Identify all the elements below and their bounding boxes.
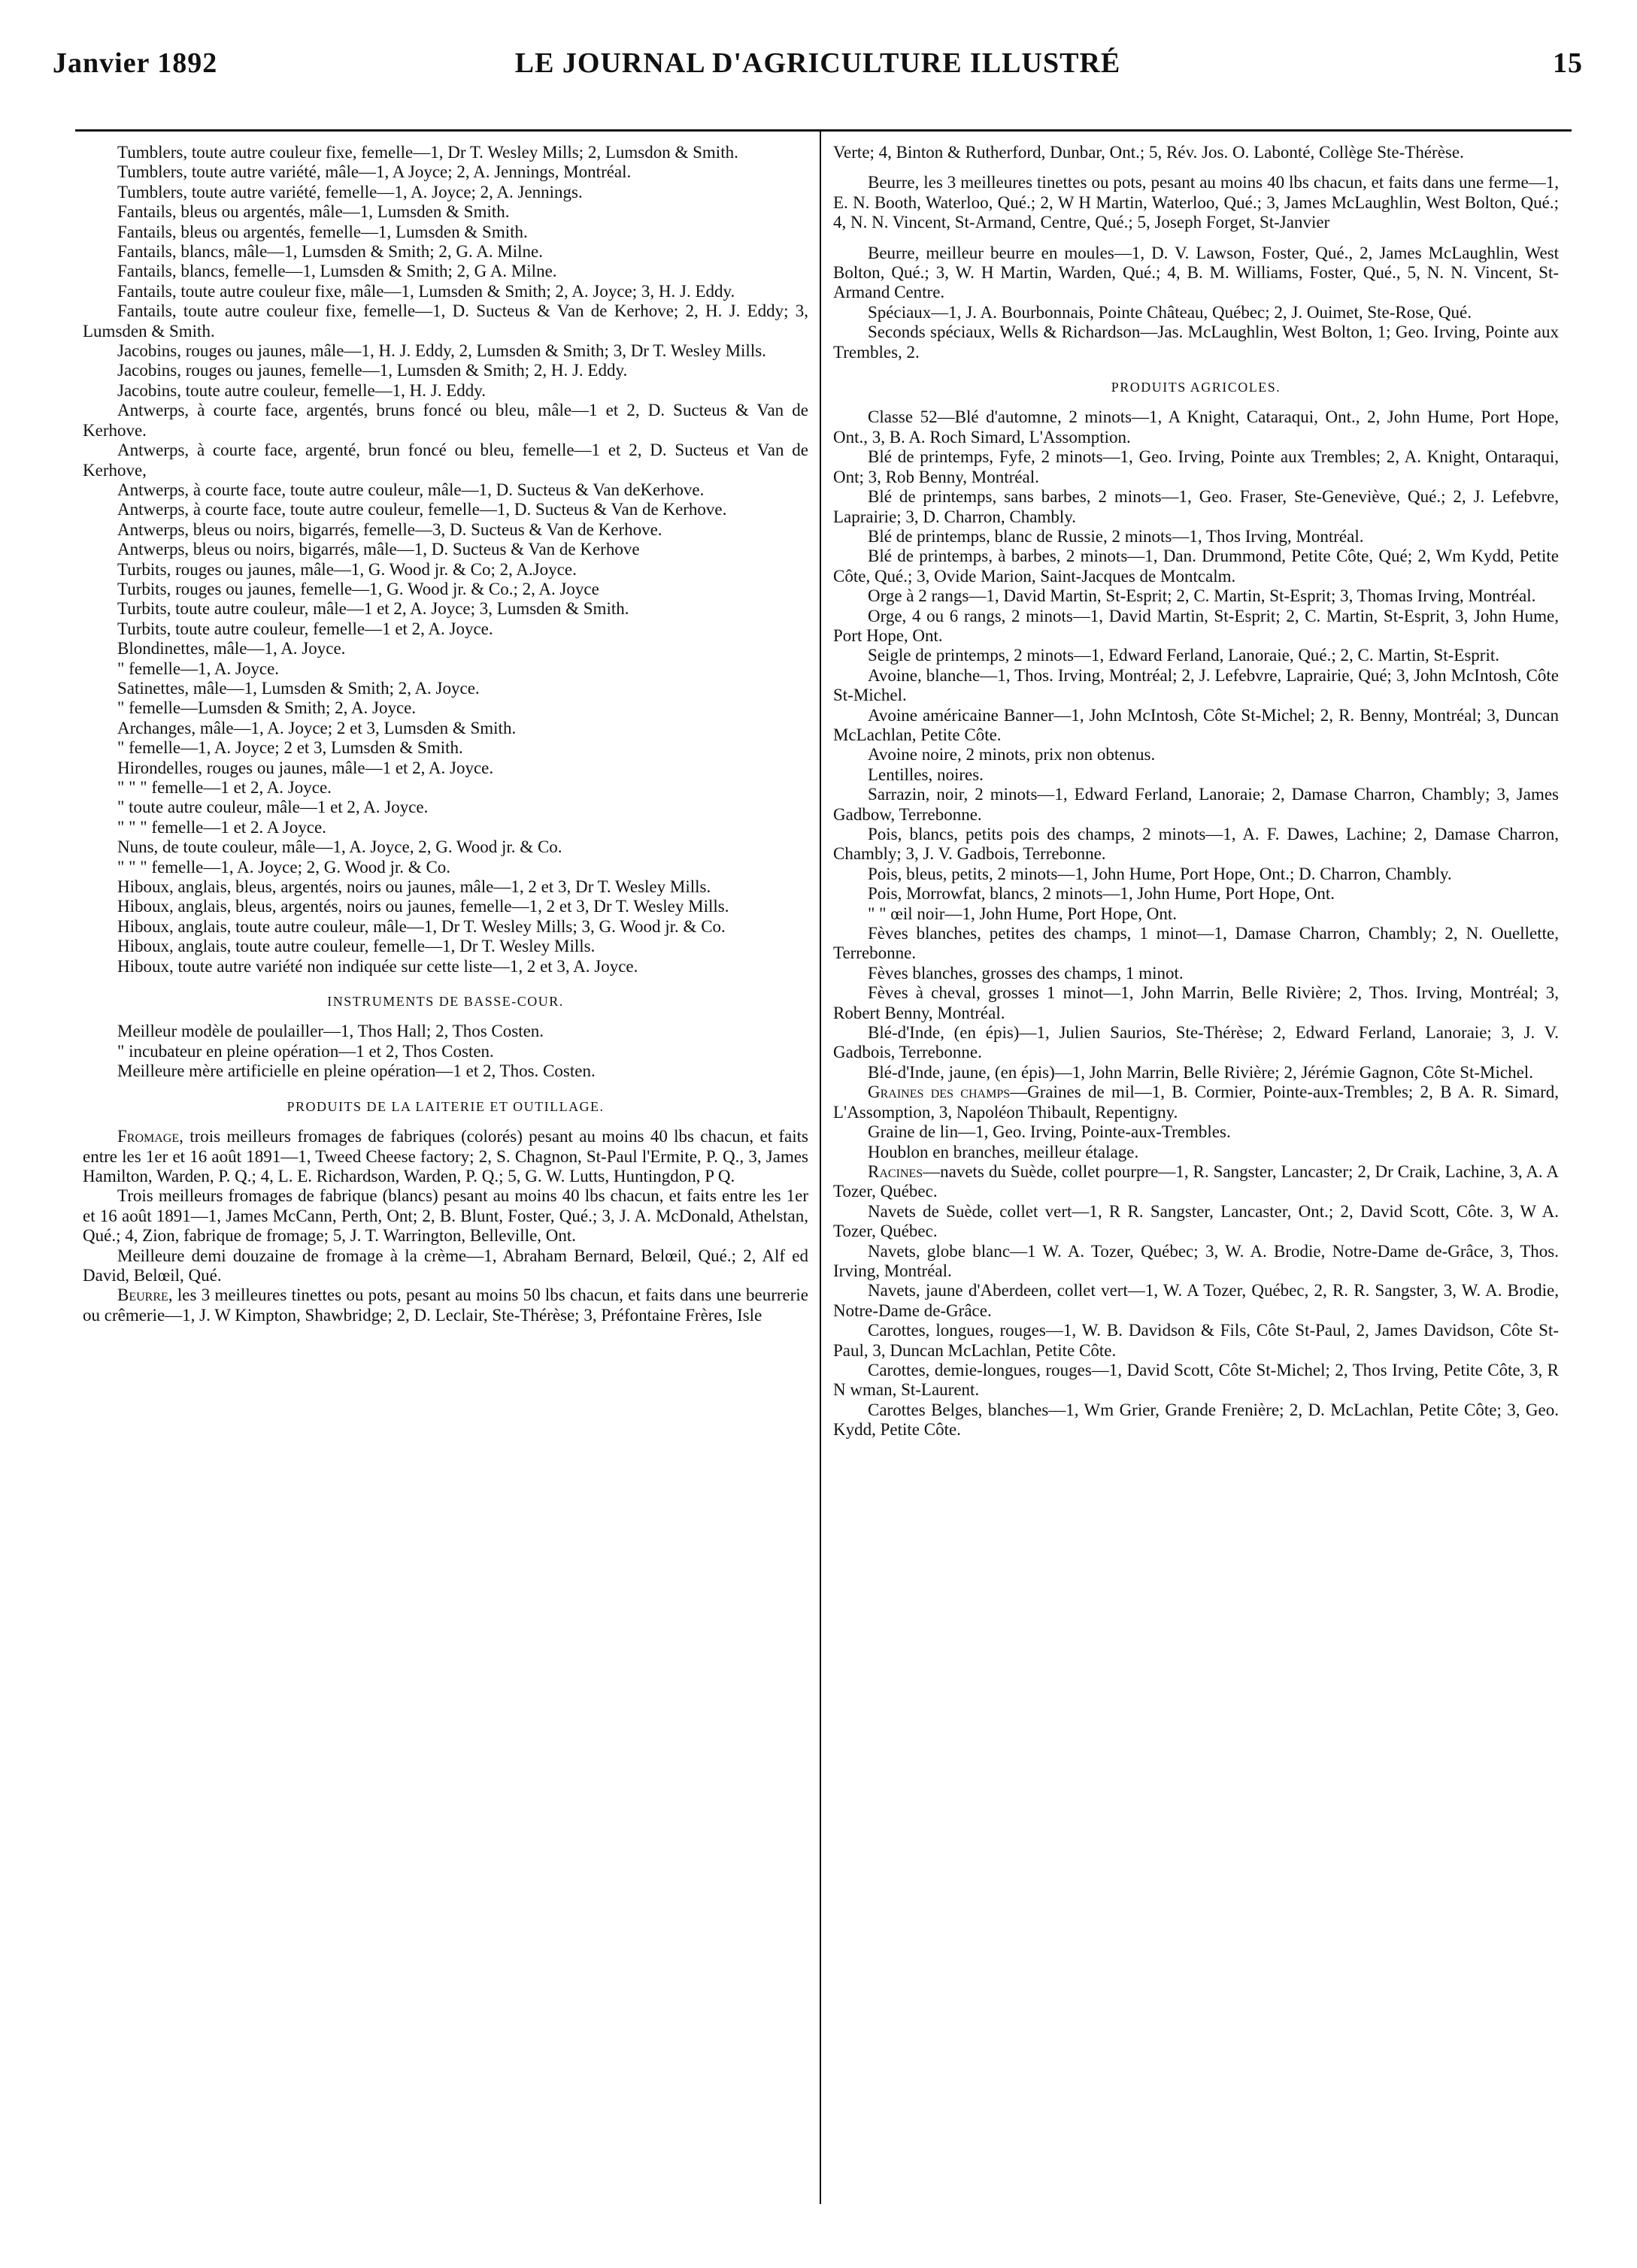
entry: Jacobins, toute autre couleur, femelle—1, H. J. Eddy. <box>117 380 487 400</box>
entry: Beurre, les 3 meilleures tinettes ou pots, pesant au moins 40 lbs chacun, et faits dans une ferme—1, E. N. Booth, Waterloo, Qué.; 2, W H Martin, Waterloo, Qué.; 3, James McLaughlin, West Bolton, Qué.; 4, N. N. Vincent, St-Armand, Centre, Qué.; 5, Joseph Forget, St-Janvier <box>833 173 1559 232</box>
entry: Houblon en branches, meilleur étalage. <box>868 1142 1139 1161</box>
entry: " " " femelle—1, A. Joyce; 2, G. Wood jr. & Co. <box>117 857 451 877</box>
entry: " " " femelle—1 et 2. A Joyce. <box>117 817 326 837</box>
entry: Orge, 4 ou 6 rangs, 2 minots—1, David Martin, St-Esprit; 2, C. Martin, St-Esprit, 3, John Hume, Port Hope, Ont. <box>833 606 1559 645</box>
entry: Blé de printemps, sans barbes, 2 minots—1, Geo. Fraser, Ste-Geneviève, Qué.; 2, J. Lefebvre, Laprairie; 3, D. Charron, Chambly. <box>833 487 1559 526</box>
entry: Lentilles, noires. <box>868 765 984 784</box>
entry: Hiboux, anglais, bleus, argentés, noirs ou jaunes, mâle—1, 2 et 3, Dr T. Wesley Mills. <box>117 877 711 897</box>
column-divider <box>820 129 821 2204</box>
entry: Antwerps, à courte face, argenté, brun foncé ou bleu, femelle—1 et 2, D. Sucteus et Van de Kerhove, <box>83 441 808 480</box>
entry: Fèves blanches, petites des champs, 1 minot—1, Damase Charron, Chambly; 2, N. Ouellette, Terrebonne. <box>833 924 1559 963</box>
entry <box>833 1083 1559 1122</box>
entry: Fantails, bleus ou argentés, femelle—1, Lumsden & Smith. <box>117 222 528 241</box>
entry: Navets, globe blanc—1 W. A. Tozer, Québec; 3, W. A. Brodie, Notre-Dame de-Grâce, 3, Thos. Irving, Montréal. <box>833 1241 1559 1280</box>
entry: Graine de lin—1, Geo. Irving, Pointe-aux-Trembles. <box>868 1122 1231 1142</box>
section-heading: PRODUITS DE LA LAITERIE ET OUTILLAGE. <box>286 1098 605 1114</box>
entry: Meilleure demi douzaine de fromage à la crème—1, Abraham Bernard, Belœil, Qué.; 2, Alf ed David, Belœil, Qué. <box>83 1246 808 1285</box>
entry-lead: Fromage, <box>117 1127 183 1146</box>
entry: Fantails, toute autre couleur fixe, femelle—1, D. Sucteus & Van de Kerhove; 2, H. J. Eddy; 3, Lumsden & Smith. <box>83 301 808 341</box>
entry: Beurre, meilleur beurre en moules—1, D. V. Lawson, Foster, Qué., 2, James McLaughlin, West Bolton, Qué.; 3, W. H Martin, Warden, Qué.; 4, B. M. Williams, Foster, Qué., 5, N. N. Vincent, St-Armand Centre. <box>833 243 1559 302</box>
entry: Turbits, toute autre couleur, mâle—1 et 2, A. Joyce; 3, Lumsden & Smith. <box>117 599 629 619</box>
entry: Avoine américaine Banner—1, John McIntosh, Côte St-Michel; 2, R. Benny, Montréal; 3, Duncan McLachlan, Petite Côte. <box>833 705 1559 744</box>
entry: Meilleure mère artificielle en pleine opération—1 et 2, Thos. Costen. <box>117 1061 596 1081</box>
entry: Fantails, blancs, mâle—1, Lumsden & Smith; 2, G. A. Milne. <box>117 242 544 262</box>
entry: " femelle—1, A. Joyce. <box>117 659 280 678</box>
entry: Pois, blancs, petits pois des champs, 2 minots—1, A. F. Dawes, Lachine; 2, Damase Charron, Chambly; 3, J. V. Gadbois, Terrebonne. <box>833 825 1559 864</box>
entry: Orge à 2 rangs—1, David Martin, St-Esprit; 2, C. Martin, St-Esprit; 3, Thomas Irving, Montréal. <box>868 586 1536 606</box>
entry: Nuns, de toute couleur, mâle—1, A. Joyce, 2, G. Wood jr. & Co. <box>117 837 562 857</box>
entry: Fèves blanches, grosses des champs, 1 minot. <box>868 963 1184 983</box>
entry: Classe 52—Blé d'automne, 2 minots—1, A Knight, Cataraqui, Ont., 2, John Hume, Port Hope, Ont., 3, B. A. Roch Simard, L'Assomption. <box>833 407 1559 447</box>
entry: Verte; 4, Binton & Rutherford, Dunbar, Ont.; 5, Rév. Jos. O. Labonté, Collège Ste-Thérèse. <box>833 143 1464 162</box>
entry: Hiboux, anglais, toute autre couleur, mâle—1, Dr T. Wesley Mills; 3, G. Wood jr. & Co. <box>117 916 726 936</box>
entry: Blondinettes, mâle—1, A. Joyce. <box>117 639 346 659</box>
entry: Seconds spéciaux, Wells & Richardson—Jas. McLaughlin, West Bolton, 1; Geo. Irving, Pointe aux Trembles, 2. <box>833 322 1559 362</box>
entry: Fèves à cheval, grosses 1 minot—1, John Marrin, Belle Rivière; 2, Thos. Irving, Montréal; 3, Robert Benny, Montréal. <box>833 983 1559 1022</box>
entry-text: —navets du Suède, collet pourpre—1, R. Sangster, Lancaster; 2, Dr Craik, Lachine, 3, A. A Tozer, Québec. <box>833 1161 1559 1201</box>
entry: Hiboux, toute autre variété non indiquée sur cette liste—1, 2 et 3, A. Joyce. <box>117 956 638 976</box>
page-number: 15 <box>1553 47 1583 79</box>
entry: Antwerps, à courte face, toute autre couleur, mâle—1, D. Sucteus & Van deKerhove. <box>117 480 705 499</box>
entry: Avoine noire, 2 minots, prix non obtenus. <box>868 745 1156 765</box>
entry <box>83 1285 808 1325</box>
entry: Antwerps, bleus ou noirs, bigarrés, mâle—1, D. Sucteus & Van de Kerhove <box>117 540 640 559</box>
entry <box>83 1127 808 1186</box>
page-header <box>53 47 1583 92</box>
entry: Turbits, toute autre couleur, femelle—1 et 2, A. Joyce. <box>117 619 493 638</box>
entry: Tumblers, toute autre couleur fixe, femelle—1, Dr T. Wesley Mills; 2, Lumsdon & Smith. <box>117 143 738 162</box>
entry: Trois meilleurs fromages de fabrique (blancs) pesant au moins 40 lbs chacun, et faits entre les 1er et 16 août 1891—1, James McCann, Perth, Ont; 2, B. Blunt, Foster, Qué.; 3, J. A. McDonald, Athelstan, Qué.; 4, Zion, fabrique de fromage; 5, J. T. Warrington, Belleville, Ont. <box>83 1186 808 1246</box>
entry-text: les 3 meilleures tinettes ou pots, pesant au moins 50 lbs chacun, et faits dans une beurrerie ou crêmerie—1, J. W Kimpton, Shawbridge; 2, D. Leclair, Ste-Thérèse; 3, Préfontaine Frères, Isle <box>83 1285 808 1325</box>
entry: Navets, jaune d'Aberdeen, collet vert—1, W. A Tozer, Québec, 2, R. R. Sangster, 3, W. A. Brodie, Notre-Dame de-Grâce. <box>833 1281 1559 1320</box>
entry-text: —Graines de mil—1, B. Cormier, Pointe-aux-Trembles; 2, B A. R. Simard, L'Assomption, 3, Napoléon Thibault, Repentigny. <box>833 1083 1559 1122</box>
entry: Fantails, bleus ou argentés, mâle—1, Lumsden & Smith. <box>117 202 510 222</box>
entry-lead: Graines des champs <box>868 1083 1011 1102</box>
entry: Turbits, rouges ou jaunes, mâle—1, G. Wood jr. & Co; 2, A.Joyce. <box>117 559 577 579</box>
entry: Carottes Belges, blanches—1, Wm Grier, Grande Frenière; 2, D. McLachlan, Petite Côte; 3, Geo. Kydd, Petite Côte. <box>833 1400 1559 1440</box>
header-rule <box>75 129 1572 132</box>
entry: Carottes, demie-longues, rouges—1, David Scott, Côte St-Michel; 2, Thos Irving, Petite Côte, 3, R N wman, St-Laurent. <box>833 1360 1559 1400</box>
entry: Avoine, blanche—1, Thos. Irving, Montréal; 2, J. Lefebvre, Laprairie, Qué; 3, John McIntosh, Côte St-Michel. <box>833 665 1559 705</box>
entry: Hirondelles, rouges ou jaunes, mâle—1 et 2, A. Joyce. <box>117 758 494 777</box>
entry: Pois, Morrowfat, blancs, 2 minots—1, John Hume, Port Hope, Ont. <box>868 884 1335 904</box>
entry-lead: Racines <box>868 1161 923 1181</box>
entry: Sarrazin, noir, 2 minots—1, Edward Ferland, Lanoraie; 2, Damase Charron, Chambly; 3, James Gadbow, Terrebonne. <box>833 785 1559 824</box>
entry: Antwerps, bleus ou noirs, bigarrés, femelle—3, D. Sucteus & Van de Kerhove. <box>117 519 662 539</box>
entry: " femelle—1, A. Joyce; 2 et 3, Lumsden & Smith. <box>117 738 463 758</box>
entry-lead: Beurre, <box>117 1285 173 1305</box>
entry: Fantails, blancs, femelle—1, Lumsden & Smith; 2, G A. Milne. <box>117 262 557 281</box>
entry: Turbits, rouges ou jaunes, femelle—1, G. Wood jr. & Co.; 2, A. Joyce <box>117 579 599 598</box>
entry: Hiboux, anglais, bleus, argentés, noirs ou jaunes, femelle—1, 2 et 3, Dr T. Wesley Mills. <box>117 897 729 916</box>
entry: Navets de Suède, collet vert—1, R R. Sangster, Lancaster, Ont.; 2, David Scott, Côte. 3, W A. Tozer, Québec. <box>833 1201 1559 1241</box>
left-column <box>83 143 808 1325</box>
entry: Archanges, mâle—1, A. Joyce; 2 et 3, Lumsden & Smith. <box>117 718 517 737</box>
entry: Seigle de printemps, 2 minots—1, Edward Ferland, Lanoraie, Qué.; 2, C. Martin, St-Esprit. <box>868 646 1499 665</box>
entry: Satinettes, mâle—1, Lumsden & Smith; 2, A. Joyce. <box>117 678 480 698</box>
entry: Pois, bleus, petits, 2 minots—1, John Hume, Port Hope, Ont.; D. Charron, Chambly. <box>868 864 1452 883</box>
entry: Tumblers, toute autre variété, femelle—1, A. Joyce; 2, A. Jennings. <box>117 182 583 201</box>
entry: " " œil noir—1, John Hume, Port Hope, Ont. <box>868 904 1178 923</box>
journal-title: LE JOURNAL D'AGRICULTURE ILLUSTRÉ <box>514 47 1121 79</box>
entry: Blé de printemps, blanc de Russie, 2 minots—1, Thos Irving, Montréal. <box>868 526 1364 546</box>
entry: " femelle—Lumsden & Smith; 2, A. Joyce. <box>117 698 417 718</box>
entry: Blé-d'Inde, (en épis)—1, Julien Saurios, Ste-Thérèse; 2, Edward Ferland, Lanoraie; 3, J. V. Gadbois, Terrebonne. <box>833 1023 1559 1062</box>
entry: " toute autre couleur, mâle—1 et 2, A. Joyce. <box>117 798 429 817</box>
entry: Jacobins, rouges ou jaunes, femelle—1, Lumsden & Smith; 2, H. J. Eddy. <box>117 361 628 380</box>
entry: " incubateur en pleine opération—1 et 2, Thos Costen. <box>117 1041 494 1061</box>
entry: Meilleur modèle de poulailler—1, Thos Hall; 2, Thos Costen. <box>117 1022 544 1041</box>
entry: Antwerps, à courte face, toute autre couleur, femelle—1, D. Sucteus & Van de Kerhove. <box>117 500 727 519</box>
entry: Blé de printemps, Fyfe, 2 minots—1, Geo. Irving, Pointe aux Trembles; 2, A. Knight, Ontaraqui, Ont; 3, Rob Benny, Montréal. <box>833 447 1559 486</box>
entry: Tumblers, toute autre variété, mâle—1, A Joyce; 2, A. Jennings, Montréal. <box>117 162 632 182</box>
entry: Fantails, toute autre couleur fixe, mâle—1, Lumsden & Smith; 2, A. Joyce; 3, H. J. Eddy. <box>117 281 735 301</box>
entry: Blé de printemps, à barbes, 2 minots—1, Dan. Drummond, Petite Côte, Qué; 2, Wm Kydd, Petite Côte, Qué.; 3, Ovide Marion, Saint-Jacques de Montcalm. <box>833 547 1559 586</box>
entry: Jacobins, rouges ou jaunes, mâle—1, H. J. Eddy, 2, Lumsden & Smith; 3, Dr T. Wesley Mills. <box>117 341 766 361</box>
entry: Blé-d'Inde, jaune, (en épis)—1, John Marrin, Belle Rivière; 2, Jérémie Gagnon, Côte St-Michel. <box>868 1062 1533 1082</box>
entry: Carottes, longues, rouges—1, W. B. Davidson & Fils, Côte St-Paul, 2, James Davidson, Côte St-Paul, 3, Duncan McLachlan, Petite Côte. <box>833 1321 1559 1360</box>
entry <box>833 1162 1559 1202</box>
entry-text: trois meilleurs fromages de fabriques (colorés) pesant au moins 40 lbs chacun, et faits entre les 1er et 16 août 1891—1, Tweed Cheese factory; 2, S. Chagnon, St-Paul l'Ermite, P. Q., 3, James Hamilton, Warden, P. Q.; 4, L. E. Richardson, Warden, P. Q.; 5, G. W. Lutts, Huntingdon, P Q. <box>83 1127 808 1185</box>
section-heading: INSTRUMENTS DE BASSE-COUR. <box>327 994 564 1010</box>
header-date: Janvier 1892 <box>53 47 218 79</box>
entry: Hiboux, anglais, toute autre couleur, femelle—1, Dr T. Wesley Mills. <box>117 937 596 956</box>
entry: Spéciaux—1, J. A. Bourbonnais, Pointe Château, Québec; 2, J. Ouimet, Ste-Rose, Qué. <box>868 302 1472 322</box>
right-column <box>833 143 1559 1440</box>
entry: Antwerps, à courte face, argentés, bruns foncé ou bleu, mâle—1 et 2, D. Sucteus & Van de Kerhove. <box>83 401 808 440</box>
entry: " " " femelle—1 et 2, A. Joyce. <box>117 778 332 797</box>
section-heading: PRODUITS AGRICOLES. <box>1111 380 1281 395</box>
